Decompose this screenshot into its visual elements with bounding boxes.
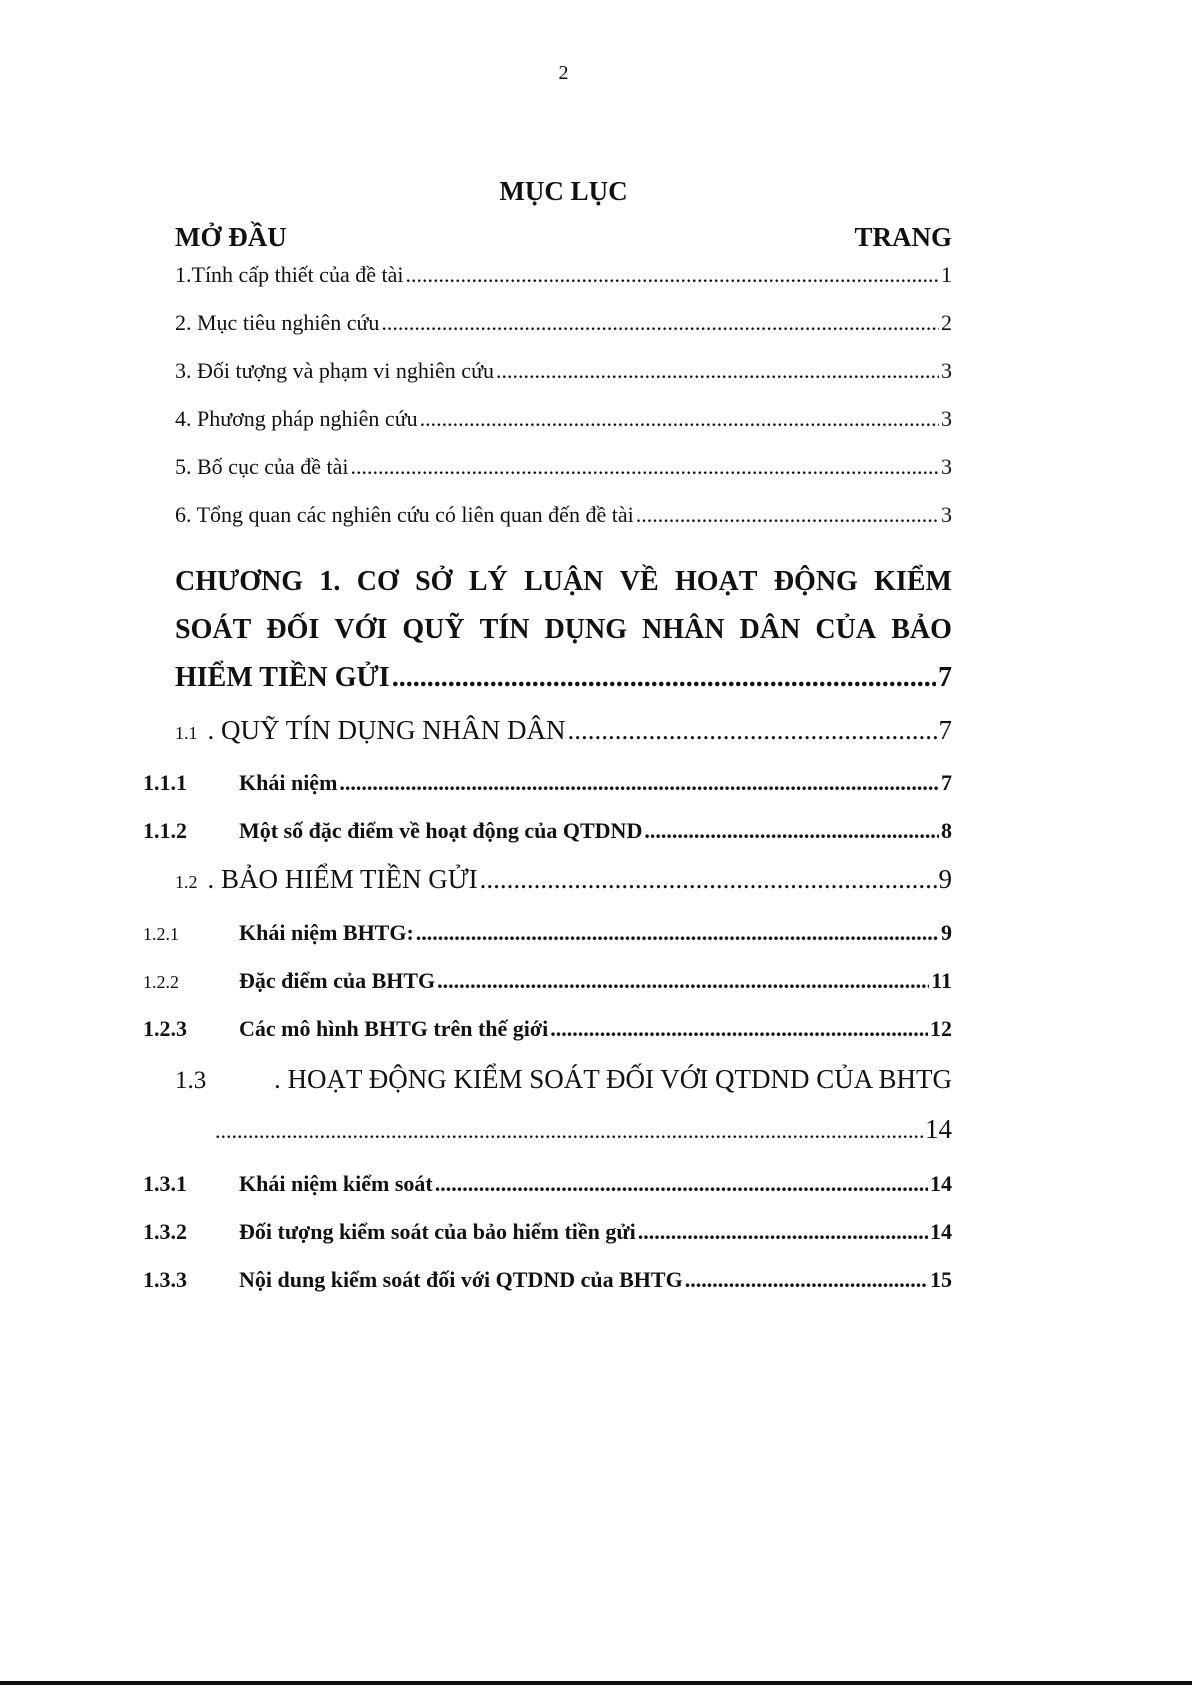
chapter-word: QUỸ bbox=[402, 614, 465, 645]
toc-section-1-3-leader bbox=[213, 1114, 952, 1145]
chapter-heading-line-2 bbox=[175, 606, 952, 654]
chapter-word: BẢO bbox=[891, 614, 952, 645]
toc-entry-intro-6 bbox=[175, 502, 952, 528]
toc-entry-label: . QUỸ TÍN DỤNG NHÂN DÂN bbox=[207, 715, 566, 745]
toc-entry-label: HIỂM TIỀN GỬI bbox=[175, 662, 390, 693]
dot-leader bbox=[685, 1267, 928, 1293]
subsection-number: 1.3.3 bbox=[143, 1267, 187, 1292]
toc-entry-intro-2 bbox=[175, 310, 952, 336]
toc-subsection-1-3-2 bbox=[143, 1219, 952, 1245]
toc-entry-intro-1 bbox=[175, 262, 952, 288]
toc-section-1-1 bbox=[175, 715, 952, 746]
chapter-word: VỀ bbox=[619, 566, 659, 597]
dot-leader bbox=[638, 1219, 928, 1245]
page-column-heading: TRANG bbox=[854, 222, 952, 252]
dot-leader bbox=[550, 1016, 928, 1042]
chapter-word: SỞ bbox=[415, 566, 453, 597]
section-number: 1.2 bbox=[175, 872, 198, 892]
dot-leader bbox=[644, 818, 939, 844]
toc-subsection-1-3-3 bbox=[143, 1267, 952, 1293]
toc-entry-label: Khái niệm BHTG: bbox=[239, 920, 414, 945]
dot-leader bbox=[636, 502, 939, 528]
chapter-word: LUẬN bbox=[524, 566, 604, 597]
subsection-number: 1.2.1 bbox=[143, 924, 179, 944]
toc-title: MỤC LỤC bbox=[499, 176, 628, 206]
toc-entry-intro-3 bbox=[175, 358, 952, 384]
toc-subsection-1-2-3 bbox=[143, 1016, 952, 1042]
dot-leader bbox=[215, 1118, 923, 1144]
chapter-word: CHƯƠNG bbox=[175, 566, 304, 597]
toc-entry-label: . HOẠT ĐỘNG KIỂM SOÁT ĐỐI VỚI QTDND CỦA BHTG bbox=[274, 1064, 952, 1094]
chapter-word: HOẠT bbox=[675, 566, 758, 597]
toc-entry-intro-5 bbox=[175, 454, 952, 480]
subsection-number: 1.1.2 bbox=[143, 818, 187, 843]
dot-leader bbox=[567, 715, 936, 746]
toc-subsection-1-2-1 bbox=[143, 920, 952, 946]
toc-entry-label: 5. Bố cục của đề tài bbox=[175, 454, 349, 479]
toc-entry-page: 15 bbox=[930, 1267, 952, 1292]
chapter-word: CƠ bbox=[356, 566, 399, 597]
toc-entry-page: 12 bbox=[930, 1016, 952, 1041]
chapter-word: ĐỘNG bbox=[773, 566, 858, 597]
toc-entry-page: 9 bbox=[941, 920, 952, 945]
subsection-number: 1.2.3 bbox=[143, 1016, 187, 1041]
toc-entry-page: 3 bbox=[941, 502, 952, 527]
chapter-1-heading bbox=[175, 558, 952, 702]
chapter-word: 1. bbox=[319, 566, 341, 597]
toc-entry-page: 3 bbox=[941, 358, 952, 383]
dot-leader bbox=[420, 406, 939, 432]
chapter-word: TÍN bbox=[479, 614, 530, 645]
toc-entry-page: 1 bbox=[941, 262, 952, 287]
section-number: 1.3 bbox=[175, 1067, 207, 1094]
toc-entry-intro-4 bbox=[175, 406, 952, 432]
dot-leader bbox=[381, 310, 939, 336]
toc-entry-page: 7 bbox=[938, 662, 952, 693]
toc-entry-page: 7 bbox=[941, 770, 952, 795]
subsection-number: 1.3.2 bbox=[143, 1219, 187, 1244]
dot-leader bbox=[339, 770, 939, 796]
dot-leader bbox=[480, 864, 937, 895]
dot-leader bbox=[351, 454, 940, 480]
chapter-word: CỦA bbox=[815, 614, 877, 645]
page-number: 2 bbox=[558, 62, 569, 84]
subsection-number: 1.2.2 bbox=[143, 972, 179, 992]
toc-subsection-1-3-1 bbox=[143, 1171, 952, 1197]
toc-entry-label: 1.Tính cấp thiết của đề tài bbox=[175, 262, 404, 287]
toc-entry-page: 3 bbox=[941, 406, 952, 431]
dot-leader bbox=[405, 262, 939, 288]
toc-section-1-2 bbox=[175, 864, 952, 895]
subsection-number: 1.3.1 bbox=[143, 1171, 187, 1196]
dot-leader bbox=[496, 358, 939, 384]
chapter-word: DÂN bbox=[739, 614, 801, 645]
toc-entry-page: 3 bbox=[941, 454, 952, 479]
bottom-edge-rule bbox=[0, 1681, 1192, 1685]
toc-entry-label: Khái niệm kiểm soát bbox=[239, 1171, 433, 1196]
toc-entry-page: 7 bbox=[938, 715, 952, 745]
toc-entry-page: 14 bbox=[925, 1114, 952, 1144]
dot-leader bbox=[392, 654, 936, 702]
toc-entry-page: 2 bbox=[941, 310, 952, 335]
chapter-word: VỚI bbox=[334, 614, 388, 645]
toc-entry-label: 4. Phương pháp nghiên cứu bbox=[175, 406, 418, 431]
toc-entry-label: 2. Mục tiêu nghiên cứu bbox=[175, 310, 380, 335]
toc-entry-page: 8 bbox=[941, 818, 952, 843]
toc-subsection-1-2-2 bbox=[143, 968, 952, 994]
toc-entry-label: Các mô hình BHTG trên thế giới bbox=[239, 1016, 549, 1041]
toc-entry-label: 3. Đối tượng và phạm vi nghiên cứu bbox=[175, 358, 494, 383]
chapter-word: LÝ bbox=[468, 566, 508, 597]
chapter-heading-line-3 bbox=[175, 654, 952, 702]
toc-entry-label: Đặc điểm của BHTG bbox=[239, 968, 436, 993]
chapter-word: KIỂM bbox=[874, 566, 952, 597]
toc-entry-label: Một số đặc điểm về hoạt động của QTDND bbox=[239, 818, 643, 843]
toc-entry-label: Đối tượng kiểm soát của bảo hiểm tiền gửi bbox=[239, 1219, 636, 1244]
toc-entry-page: 14 bbox=[930, 1219, 952, 1244]
chapter-word: ĐỐI bbox=[266, 614, 320, 645]
chapter-word: SOÁT bbox=[175, 614, 252, 645]
toc-subsection-1-1-1 bbox=[143, 770, 952, 796]
chapter-word: DỤNG bbox=[544, 614, 628, 645]
toc-subsection-1-1-2 bbox=[143, 818, 952, 844]
dot-leader bbox=[416, 920, 939, 946]
toc-entry-label: 6. Tổng quan các nghiên cứu có liên quan đến đề tài bbox=[175, 502, 634, 527]
chapter-heading-line-1 bbox=[175, 558, 952, 606]
intro-heading: MỞ ĐẦU bbox=[175, 222, 287, 252]
toc-entry-page: 11 bbox=[931, 968, 952, 993]
chapter-word: NHÂN bbox=[642, 614, 725, 645]
toc-entry-page: 9 bbox=[938, 864, 952, 894]
dot-leader bbox=[437, 968, 929, 994]
toc-entry-page: 14 bbox=[930, 1171, 952, 1196]
toc-entry-label: . BẢO HIỂM TIỀN GỬI bbox=[207, 864, 478, 894]
toc-entry-label: Khái niệm bbox=[239, 770, 338, 795]
section-number: 1.1 bbox=[175, 723, 198, 743]
subsection-number: 1.1.1 bbox=[143, 770, 187, 795]
toc-section-1-3 bbox=[175, 1064, 952, 1095]
dot-leader bbox=[435, 1171, 928, 1197]
toc-entry-label: Nội dung kiểm soát đối với QTDND của BHTG bbox=[239, 1267, 683, 1292]
